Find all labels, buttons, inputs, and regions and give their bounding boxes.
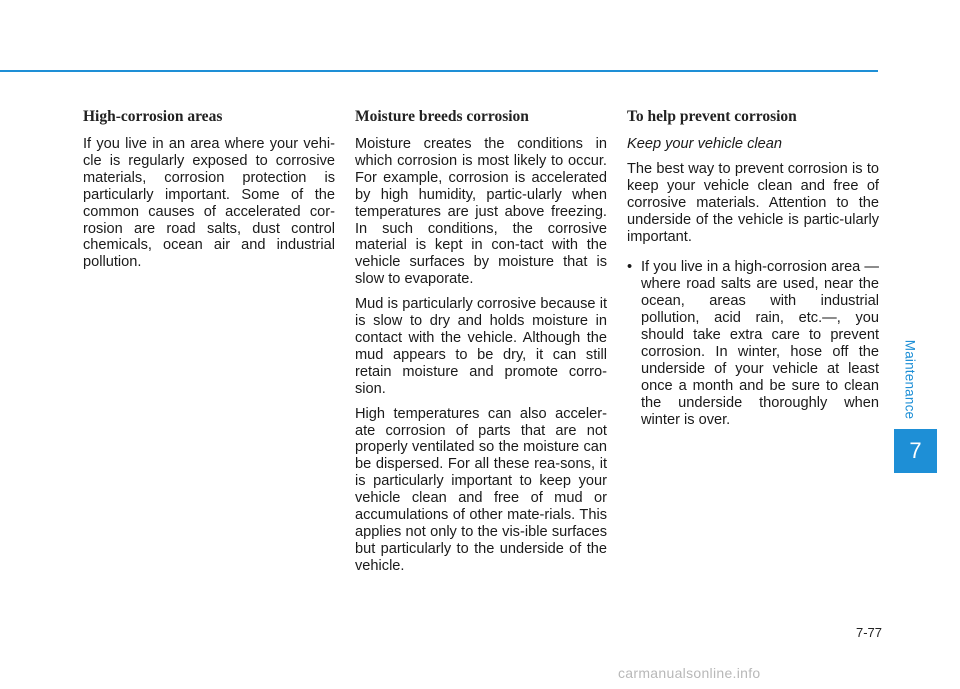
body-paragraph: The best way to prevent corrosion is to keep your vehicle clean and free of corrosive materials. Attention to the underside of the vehicle is partic-ularly important.	[627, 160, 879, 245]
section-heading: High-corrosion areas	[83, 108, 223, 125]
page-number: 7-77	[855, 625, 882, 640]
body-paragraph: High temperatures can also acceler-ate corrosion of parts that are not properly ventilated so the moisture can be dispersed. For all these rea-sons, it is particularly important to keep your vehicle clean and free of mud or accumulations of other mate-rials. This applies not only to the vis-ible surfaces but particularly to the underside of the vehicle.	[355, 405, 607, 574]
header-rule	[0, 70, 878, 72]
column-moisture-breeds-corrosion	[355, 108, 607, 583]
chapter-side-label	[899, 336, 921, 422]
body-paragraph: If you live in an area where your vehi-cle is regularly exposed to corrosive materials, corrosion protection is particularly important. Some of the common causes of accelerated cor-rosion are road salts, dust control chemicals, ocean air and industrial pollution.	[83, 136, 335, 271]
bullet-list	[627, 259, 879, 428]
watermark: carmanualsonline.info	[618, 665, 761, 681]
list-item	[627, 259, 879, 428]
chapter-side-label-text: Maintenance	[902, 339, 918, 419]
chapter-number: 7	[909, 438, 922, 463]
body-paragraph: Moisture creates the conditions in which corrosion is most likely to occur. For example, corrosion is accelerated by high humidity, partic-ularly when temperatures are just above freezing. In such conditions, the corrosive material is kept in con-tact with the vehicle surfaces by moisture that is slow to evaporate.	[355, 136, 607, 288]
body-paragraph: Mud is particularly corrosive because it is slow to dry and holds moisture in contact with the vehicle. Although the mud appears to be dry, it can still retain moisture and promote corro-sion.	[355, 296, 607, 397]
section-subheading: Keep your vehicle clean	[627, 136, 782, 152]
column-prevent-corrosion	[627, 108, 879, 429]
list-item-text: If you live in a high-corrosion area — where road salts are used, near the ocean, areas with industrial pollution, acid rain, etc.—, you should take extra care to prevent corrosion. In winter, hose off the underside of your vehicle at least once a month and be sure to clean the underside thoroughly when winter is over.	[641, 259, 879, 428]
section-heading: To help prevent corrosion	[627, 108, 797, 125]
chapter-tab	[894, 429, 937, 473]
bullet-icon: •	[627, 259, 633, 276]
section-heading: Moisture breeds corrosion	[355, 108, 529, 125]
column-high-corrosion-areas	[83, 108, 335, 279]
